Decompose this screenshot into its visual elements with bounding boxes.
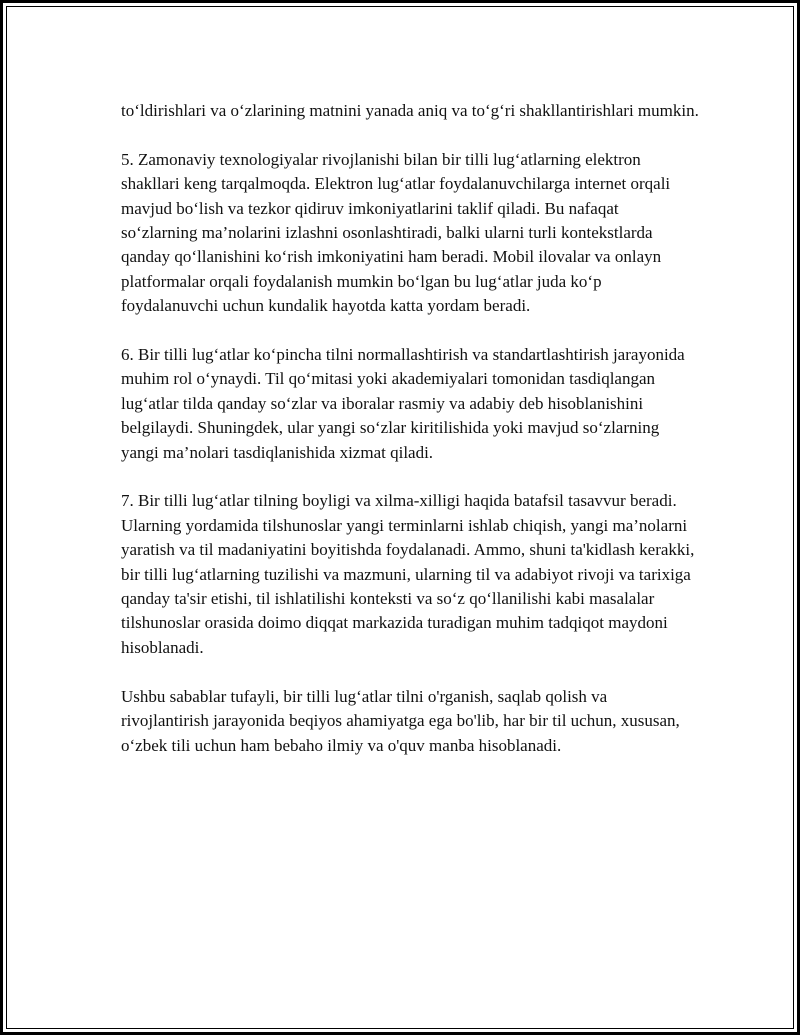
paragraph-continuation: to‘ldirishlari va o‘zlarining matnini yanada aniq va to‘g‘ri shakllantirishlari mumkin.: [121, 101, 699, 120]
document-body: [121, 99, 699, 758]
paragraph-6: 6. Bir tilli lug‘atlar ko‘pincha tilni normallashtirish va standartlashtirish jarayonida muhim rol o‘ynaydi. Til qo‘mitasi yoki akademiyalari tomonidan tasdiqlangan lug‘atlar tilda qanday so‘zlar va iboralar rasmiy va adabiy deb hisoblanishini belgilaydi. Shuningdek, ular yangi so‘zlar kiritilishida yoki mavjud so‘zlarning yangi ma’nolari tasdiqlanishida xizmat qiladi.: [121, 345, 685, 462]
paragraph-5: 5. Zamonaviy texnologiyalar rivojlanishi bilan bir tilli lug‘atlarning elektron shakllari keng tarqalmoqda. Elektron lug‘atlar foydalanuvchilarga internet orqali mavjud bo‘lish va tezkor qidiruv imkoniyatlarini taklif qiladi. Bu nafaqat so‘zlarning ma’nolarini izlashni osonlashtiradi, balki ularni turli kontekstlarda qanday qo‘llanishini ko‘rish imkoniyatini ham beradi. Mobil ilovalar va onlayn platformalar orqali foydalanish mumkin bo‘lgan bu lug‘atlar juda ko‘p foydalanuvchi uchun kundalik hayotda katta yordam beradi.: [121, 149, 671, 316]
paragraph-conclusion: Ushbu sabablar tufayli, bir tilli lug‘atlar tilni o'rganish, saqlab qolish va rivojlantirish jarayonida beqiyos ahamiyatga ega bo'lib, har bir til uchun, xususan, o‘zbek tili uchun ham bebaho ilmiy va o'quv manba hisoblanadi.: [121, 686, 680, 755]
paragraph-7: 7. Bir tilli lug‘atlar tilning boyligi va xilma-xilligi haqida batafsil tasavvur beradi. Ularning yordamida tilshunoslar yangi terminlarni ishlab chiqish, yangi ma’nolarni yaratish va til madaniyatini boyitishda foydalanadi. Ammo, shuni ta'kidlash kerakki, bir tilli lug‘atlarning tuzilishi va mazmuni, ularning til va adabiyot rivoji va tarixiga qanday ta'sir etishi, til ishlatilishi konteksti va so‘z qo‘llanilishi kabi masalalar tilshunoslar orasida doimo diqqat markazida turadigan muhim tadqiqot maydoni hisoblanadi.: [121, 491, 695, 657]
